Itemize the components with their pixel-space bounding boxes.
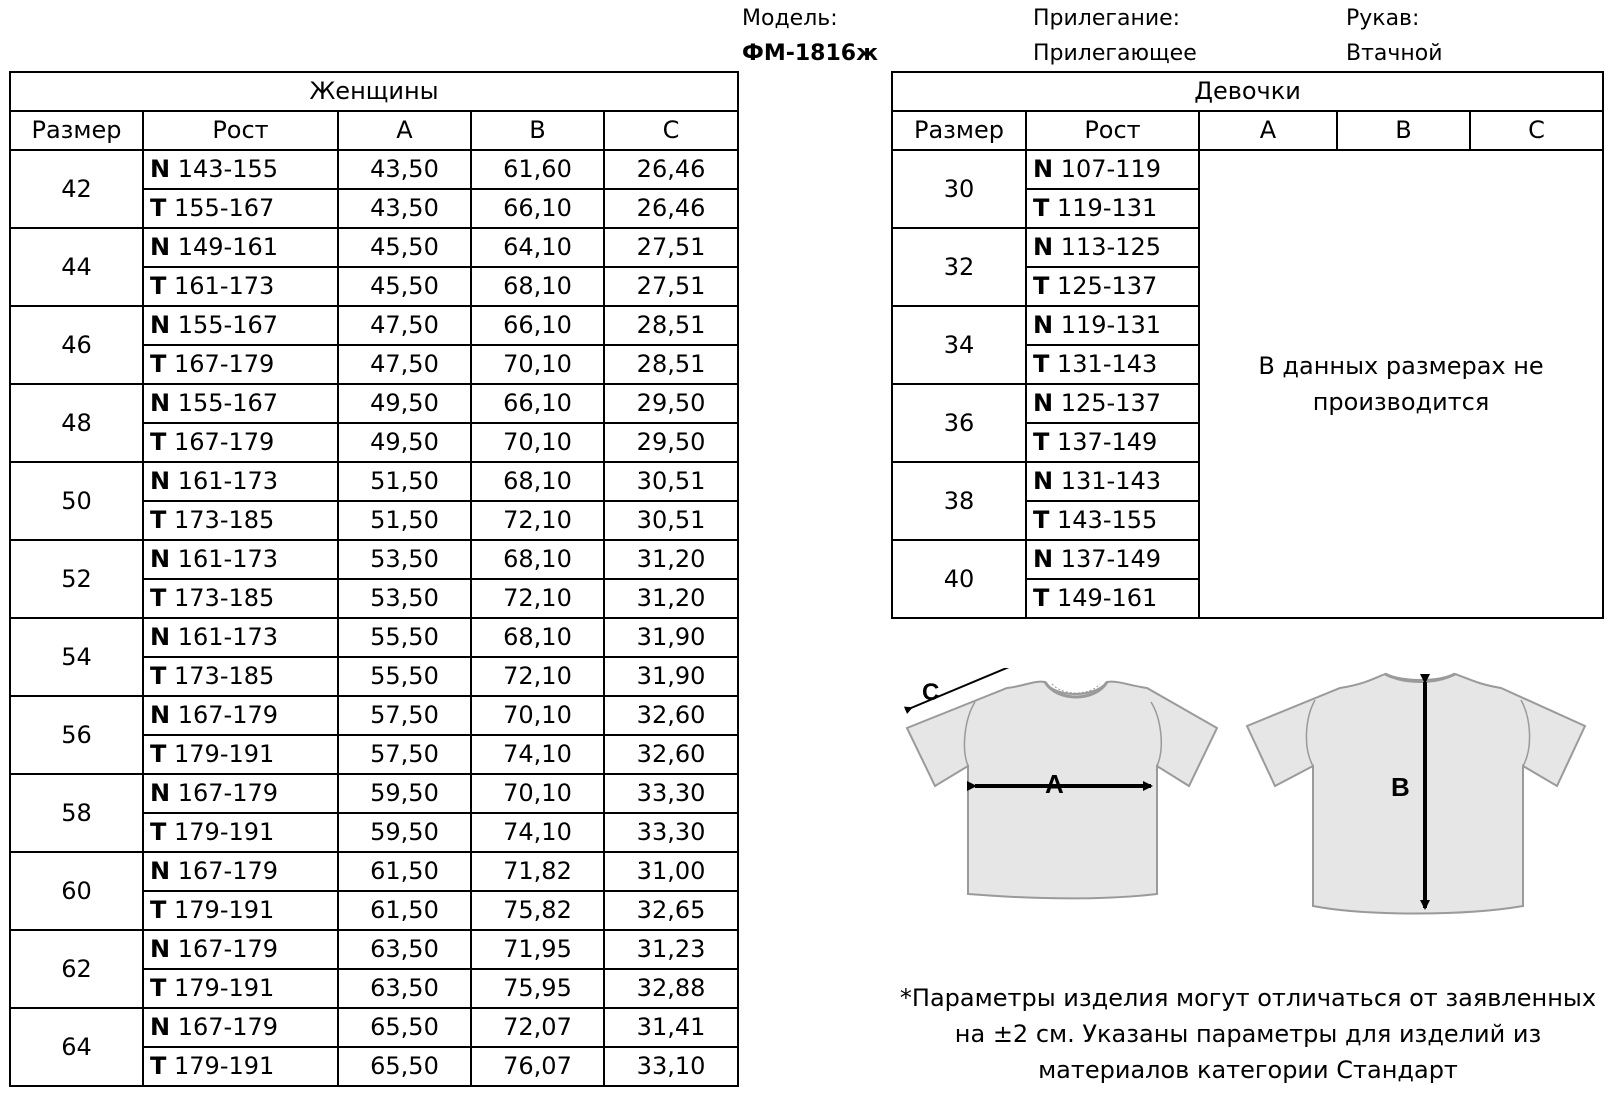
height-range: 119-131: [1057, 194, 1158, 222]
height-cell: [143, 852, 338, 891]
height-range: 173-185: [174, 662, 275, 690]
value-a-cell: 65,50: [338, 1008, 471, 1047]
value-c-cell: 27,51: [604, 267, 738, 306]
height-type: N: [150, 467, 171, 495]
height-range: 149-161: [1057, 584, 1158, 612]
height-type: T: [150, 974, 167, 1002]
height-cell: [143, 657, 338, 696]
table-row: [10, 774, 738, 813]
value-c-cell: 32,88: [604, 969, 738, 1008]
tshirt-front-icon: [907, 668, 1217, 899]
height-range: 125-137: [1057, 272, 1158, 300]
height-range: 149-161: [177, 233, 279, 261]
value-c-cell: 31,20: [604, 579, 738, 618]
value-a-cell: 47,50: [338, 345, 471, 384]
women-size-table: [9, 71, 739, 1087]
women-table-title: Женщины: [10, 72, 738, 111]
size-cell: 40: [892, 540, 1026, 618]
value-c-cell: 31,23: [604, 930, 738, 969]
height-range: 161-173: [174, 272, 275, 300]
height-type: N: [150, 779, 171, 807]
size-cell: 58: [10, 774, 143, 852]
height-range: 131-143: [1057, 350, 1158, 378]
girls-header-a: A: [1199, 111, 1337, 150]
value-b-cell: 74,10: [471, 735, 604, 774]
height-range: 173-185: [174, 506, 275, 534]
table-row: [10, 696, 738, 735]
height-cell: [143, 501, 338, 540]
height-type: N: [150, 857, 171, 885]
height-range: 161-173: [177, 467, 279, 495]
fit-value: Прилегающее: [1033, 41, 1197, 66]
value-b-cell: 61,60: [471, 150, 604, 189]
table-row: [10, 618, 738, 657]
height-cell: [143, 228, 338, 267]
measure-c-label: C: [922, 679, 940, 706]
height-cell: [1026, 384, 1199, 423]
height-range: 167-179: [177, 779, 279, 807]
height-type: N: [150, 389, 171, 417]
height-range: 143-155: [177, 155, 279, 183]
measure-a-label: A: [1045, 769, 1064, 799]
sleeve-label: Рукав:: [1346, 6, 1420, 31]
height-type: N: [150, 233, 171, 261]
height-range: 119-131: [1060, 311, 1162, 339]
height-type: T: [150, 584, 167, 612]
height-range: 179-191: [174, 740, 275, 768]
size-cell: 34: [892, 306, 1026, 384]
table-row: [10, 1008, 738, 1047]
height-range: 155-167: [177, 311, 279, 339]
sleeve-value: Втачной: [1346, 41, 1443, 66]
height-cell: [1026, 579, 1199, 618]
height-type: N: [150, 623, 171, 651]
value-a-cell: 49,50: [338, 423, 471, 462]
height-type: N: [1033, 311, 1054, 339]
size-cell: 44: [10, 228, 143, 306]
value-a-cell: 61,50: [338, 852, 471, 891]
height-type: T: [150, 428, 167, 456]
height-type: T: [1033, 428, 1050, 456]
height-cell: [1026, 267, 1199, 306]
table-row: [10, 540, 738, 579]
height-range: 161-173: [177, 623, 279, 651]
value-b-cell: 66,10: [471, 189, 604, 228]
height-cell: [143, 267, 338, 306]
height-type: N: [1033, 155, 1054, 183]
height-cell: [143, 150, 338, 189]
value-b-cell: 68,10: [471, 540, 604, 579]
height-range: 155-167: [174, 194, 275, 222]
height-cell: [1026, 228, 1199, 267]
value-b-cell: 71,95: [471, 930, 604, 969]
value-c-cell: 31,41: [604, 1008, 738, 1047]
height-type: T: [150, 662, 167, 690]
table-row: [10, 228, 738, 267]
women-header-height: Рост: [143, 111, 338, 150]
size-cell: 56: [10, 696, 143, 774]
height-cell: [1026, 189, 1199, 228]
height-type: T: [1033, 584, 1050, 612]
value-c-cell: 27,51: [604, 228, 738, 267]
value-c-cell: 31,90: [604, 657, 738, 696]
value-c-cell: 30,51: [604, 501, 738, 540]
height-cell: [143, 696, 338, 735]
size-cell: 60: [10, 852, 143, 930]
height-cell: [1026, 306, 1199, 345]
value-c-cell: 29,50: [604, 384, 738, 423]
height-type: N: [150, 545, 171, 573]
height-type: N: [150, 701, 171, 729]
value-b-cell: 75,95: [471, 969, 604, 1008]
tshirt-back-icon: [1247, 674, 1585, 914]
value-c-cell: 32,60: [604, 696, 738, 735]
height-range: 179-191: [174, 1052, 275, 1080]
value-c-cell: 31,00: [604, 852, 738, 891]
value-a-cell: 45,50: [338, 267, 471, 306]
tshirt-measurement-diagram: [895, 668, 1595, 948]
size-cell: 62: [10, 930, 143, 1008]
height-range: 167-179: [177, 1013, 279, 1041]
value-c-cell: 28,51: [604, 306, 738, 345]
height-cell: [143, 735, 338, 774]
height-type: T: [150, 350, 167, 378]
height-range: 167-179: [177, 935, 279, 963]
value-b-cell: 74,10: [471, 813, 604, 852]
height-cell: [1026, 345, 1199, 384]
value-b-cell: 68,10: [471, 462, 604, 501]
value-c-cell: 31,20: [604, 540, 738, 579]
table-row: [10, 462, 738, 501]
height-cell: [1026, 540, 1199, 579]
height-type: T: [150, 194, 167, 222]
size-cell: 50: [10, 462, 143, 540]
height-type: N: [150, 1013, 171, 1041]
value-a-cell: 53,50: [338, 540, 471, 579]
size-cell: 36: [892, 384, 1026, 462]
not-produced-note: В данных размерах не производится: [1199, 150, 1603, 618]
size-cell: 46: [10, 306, 143, 384]
women-header-size: Размер: [10, 111, 143, 150]
women-header-b: B: [471, 111, 604, 150]
height-cell: [143, 774, 338, 813]
height-range: 179-191: [174, 818, 275, 846]
value-c-cell: 26,46: [604, 189, 738, 228]
disclaimer-note: *Параметры изделия могут отличаться от заявленных на ±2 см. Указаны параметры для изделий из материалов категории Стандарт: [899, 984, 1597, 1084]
height-range: 179-191: [174, 974, 275, 1002]
value-a-cell: 57,50: [338, 735, 471, 774]
value-b-cell: 72,10: [471, 501, 604, 540]
height-range: 173-185: [174, 584, 275, 612]
height-range: 143-155: [1057, 506, 1158, 534]
height-range: 155-167: [177, 389, 279, 417]
height-cell: [143, 969, 338, 1008]
value-b-cell: 68,10: [471, 618, 604, 657]
value-b-cell: 70,10: [471, 423, 604, 462]
value-b-cell: 72,10: [471, 657, 604, 696]
table-row: [10, 306, 738, 345]
value-b-cell: 68,10: [471, 267, 604, 306]
value-a-cell: 55,50: [338, 657, 471, 696]
value-b-cell: 72,07: [471, 1008, 604, 1047]
height-cell: [143, 1008, 338, 1047]
value-c-cell: 31,90: [604, 618, 738, 657]
value-a-cell: 43,50: [338, 189, 471, 228]
girls-header-height: Рост: [1026, 111, 1199, 150]
height-range: 167-179: [174, 350, 275, 378]
size-cell: 42: [10, 150, 143, 228]
value-a-cell: 53,50: [338, 579, 471, 618]
height-type: N: [1033, 389, 1054, 417]
height-cell: [143, 423, 338, 462]
value-b-cell: 70,10: [471, 774, 604, 813]
size-cell: 30: [892, 150, 1026, 228]
size-cell: 48: [10, 384, 143, 462]
height-range: 137-149: [1060, 545, 1162, 573]
women-header-a: A: [338, 111, 471, 150]
size-cell: 54: [10, 618, 143, 696]
value-a-cell: 43,50: [338, 150, 471, 189]
size-cell: 32: [892, 228, 1026, 306]
height-type: N: [1033, 233, 1054, 261]
value-a-cell: 51,50: [338, 462, 471, 501]
girls-header-b: B: [1337, 111, 1470, 150]
height-cell: [143, 306, 338, 345]
height-type: T: [1033, 194, 1050, 222]
value-b-cell: 66,10: [471, 384, 604, 423]
value-a-cell: 47,50: [338, 306, 471, 345]
value-b-cell: 75,82: [471, 891, 604, 930]
value-b-cell: 64,10: [471, 228, 604, 267]
value-a-cell: 65,50: [338, 1047, 471, 1086]
height-range: 113-125: [1060, 233, 1162, 261]
table-row: [892, 150, 1603, 189]
value-a-cell: 63,50: [338, 969, 471, 1008]
value-c-cell: 33,30: [604, 774, 738, 813]
height-type: T: [150, 818, 167, 846]
value-c-cell: 26,46: [604, 150, 738, 189]
height-range: 137-149: [1057, 428, 1158, 456]
value-b-cell: 66,10: [471, 306, 604, 345]
value-c-cell: 32,65: [604, 891, 738, 930]
size-cell: 64: [10, 1008, 143, 1086]
girls-table-title: Девочки: [892, 72, 1603, 111]
height-range: 125-137: [1060, 389, 1162, 417]
value-a-cell: 45,50: [338, 228, 471, 267]
height-type: N: [150, 311, 171, 339]
height-cell: [1026, 501, 1199, 540]
value-c-cell: 33,10: [604, 1047, 738, 1086]
value-b-cell: 72,10: [471, 579, 604, 618]
size-cell: 52: [10, 540, 143, 618]
height-type: N: [150, 155, 171, 183]
height-type: N: [150, 935, 171, 963]
height-cell: [143, 618, 338, 657]
measure-b-label: B: [1391, 772, 1410, 802]
value-c-cell: 33,30: [604, 813, 738, 852]
height-range: 167-179: [174, 428, 275, 456]
value-c-cell: 28,51: [604, 345, 738, 384]
value-c-cell: 30,51: [604, 462, 738, 501]
women-header-c: C: [604, 111, 738, 150]
value-b-cell: 70,10: [471, 696, 604, 735]
height-type: T: [150, 896, 167, 924]
table-row: [10, 852, 738, 891]
value-a-cell: 59,50: [338, 813, 471, 852]
height-range: 107-119: [1060, 155, 1162, 183]
height-cell: [1026, 423, 1199, 462]
table-row: [10, 930, 738, 969]
height-type: T: [150, 506, 167, 534]
value-b-cell: 71,82: [471, 852, 604, 891]
height-type: T: [150, 740, 167, 768]
model-label: Модель:: [742, 6, 838, 31]
value-c-cell: 29,50: [604, 423, 738, 462]
value-a-cell: 49,50: [338, 384, 471, 423]
fit-label: Прилегание:: [1033, 6, 1181, 31]
height-cell: [143, 345, 338, 384]
height-type: T: [1033, 272, 1050, 300]
height-cell: [143, 891, 338, 930]
height-range: 179-191: [174, 896, 275, 924]
height-cell: [143, 579, 338, 618]
height-cell: [143, 1047, 338, 1086]
value-b-cell: 70,10: [471, 345, 604, 384]
height-type: T: [1033, 506, 1050, 534]
height-type: T: [150, 1052, 167, 1080]
value-a-cell: 55,50: [338, 618, 471, 657]
value-a-cell: 63,50: [338, 930, 471, 969]
value-a-cell: 59,50: [338, 774, 471, 813]
girls-header-c: C: [1470, 111, 1603, 150]
girls-header-size: Размер: [892, 111, 1026, 150]
value-b-cell: 76,07: [471, 1047, 604, 1086]
value-c-cell: 32,60: [604, 735, 738, 774]
value-a-cell: 61,50: [338, 891, 471, 930]
girls-size-table: [891, 71, 1604, 619]
height-cell: [143, 384, 338, 423]
height-cell: [1026, 462, 1199, 501]
height-range: 167-179: [177, 857, 279, 885]
height-cell: [143, 462, 338, 501]
height-type: N: [1033, 545, 1054, 573]
value-a-cell: 51,50: [338, 501, 471, 540]
height-cell: [143, 189, 338, 228]
height-range: 167-179: [177, 701, 279, 729]
height-cell: [143, 813, 338, 852]
value-a-cell: 57,50: [338, 696, 471, 735]
model-value: ФМ-1816ж: [742, 41, 878, 66]
table-row: [10, 150, 738, 189]
height-range: 161-173: [177, 545, 279, 573]
height-type: N: [1033, 467, 1054, 495]
height-type: T: [1033, 350, 1050, 378]
table-row: [10, 384, 738, 423]
height-type: T: [150, 272, 167, 300]
height-cell: [143, 540, 338, 579]
height-cell: [1026, 150, 1199, 189]
height-cell: [143, 930, 338, 969]
height-range: 131-143: [1060, 467, 1162, 495]
size-cell: 38: [892, 462, 1026, 540]
